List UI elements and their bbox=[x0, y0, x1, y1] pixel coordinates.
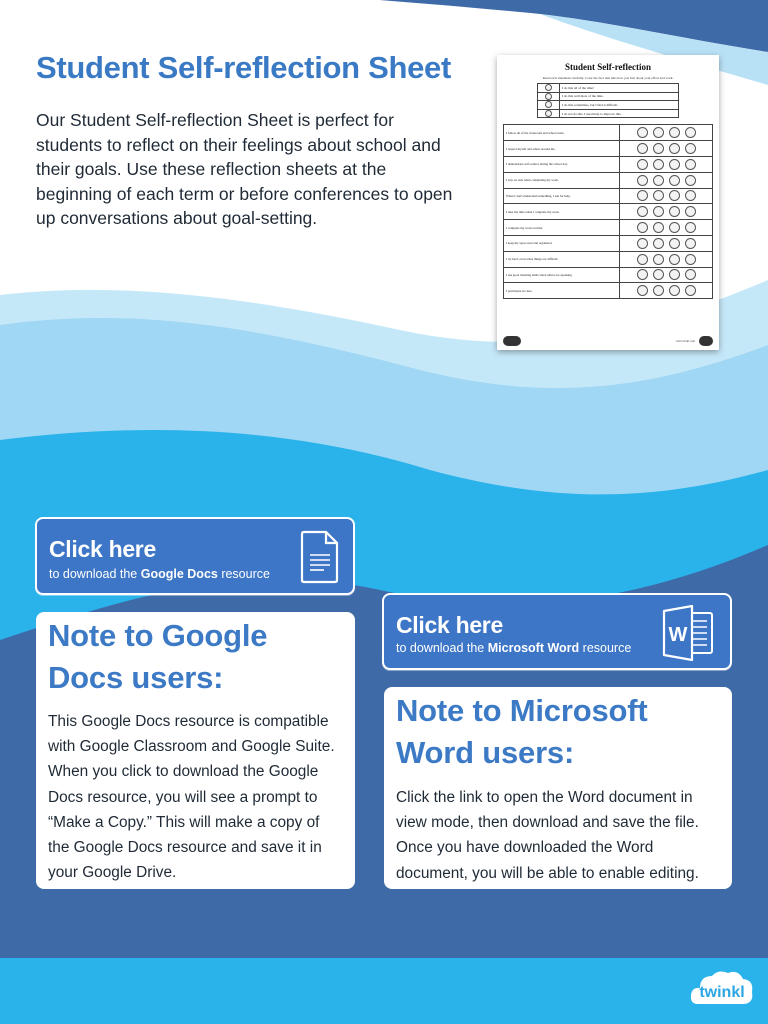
google-note-body: This Google Docs resource is compatible with Google Classroom and Google Suite. When you click to download the Google Docs resource, you will see a prompt to “Make a Copy.” This will make a copy of the Google Docs resource and save it in your Google Drive. bbox=[48, 713, 335, 882]
sad-face-icon bbox=[685, 238, 696, 249]
sad-face-icon bbox=[685, 285, 696, 296]
happy-face-icon bbox=[637, 254, 648, 265]
smile-face-icon bbox=[653, 143, 664, 154]
smile-face-icon bbox=[653, 206, 664, 217]
neutral-face-icon bbox=[669, 238, 680, 249]
smile-face-icon bbox=[653, 159, 664, 170]
sad-face-icon bbox=[685, 222, 696, 233]
neutral-face-icon bbox=[669, 190, 680, 201]
happy-face-icon bbox=[637, 206, 648, 217]
preview-statement-row bbox=[504, 283, 713, 299]
neutral-face-icon bbox=[669, 143, 680, 154]
google-button-headline: Click here bbox=[49, 536, 156, 562]
preview-statement-row bbox=[504, 188, 713, 204]
face-options bbox=[620, 141, 713, 157]
preview-footer bbox=[503, 334, 713, 346]
happy-face-icon bbox=[637, 175, 648, 186]
face-options bbox=[620, 188, 713, 204]
statement-text: I stay on task when completing my work. bbox=[504, 172, 620, 188]
statement-text: I use good listening skills when others are speaking. bbox=[504, 267, 620, 283]
statement-text: I demonstrate self-control during the school day. bbox=[504, 156, 620, 172]
neutral-face-icon bbox=[669, 222, 680, 233]
happy-face-icon bbox=[637, 285, 648, 296]
svg-text:twinkl: twinkl bbox=[699, 984, 745, 1001]
neutral-face-icon bbox=[669, 159, 680, 170]
smile-face-icon bbox=[653, 127, 664, 138]
google-docs-note-card bbox=[36, 612, 355, 889]
svg-text:W: W bbox=[668, 624, 688, 646]
download-google-docs-button[interactable] bbox=[35, 517, 355, 595]
bottom-strip bbox=[0, 958, 768, 1024]
smile-face-icon bbox=[653, 285, 664, 296]
face-options bbox=[620, 267, 713, 283]
face-options bbox=[620, 172, 713, 188]
sad-face-icon bbox=[685, 127, 696, 138]
happy-face-icon bbox=[637, 143, 648, 154]
key-row: I do this well most of the time. bbox=[560, 92, 679, 101]
happy-face-icon bbox=[637, 190, 648, 201]
preview-statement-row bbox=[504, 267, 713, 283]
preview-footer-text: visit twinkl.com bbox=[675, 339, 695, 343]
download-word-button[interactable] bbox=[382, 593, 732, 670]
neutral-face-icon bbox=[669, 175, 680, 186]
preview-statement-row bbox=[504, 220, 713, 236]
smile-face-icon bbox=[653, 190, 664, 201]
page-title: Student Self-reflection Sheet bbox=[36, 50, 452, 85]
smile-face-icon bbox=[653, 254, 664, 265]
key-row: I do not do this. I need help to improve this. bbox=[560, 109, 679, 118]
face-options bbox=[620, 283, 713, 299]
statement-text: I keep my space neat and organized. bbox=[504, 235, 620, 251]
preview-logo-right bbox=[699, 336, 713, 346]
statement-text: I try hard, even when things are difficult. bbox=[504, 251, 620, 267]
face-options bbox=[620, 156, 713, 172]
sad-face-icon bbox=[685, 206, 696, 217]
preview-key-table bbox=[537, 83, 679, 118]
statement-text: I complete my work on time. bbox=[504, 220, 620, 236]
sad-face-icon bbox=[685, 159, 696, 170]
preview-statement-row bbox=[504, 235, 713, 251]
google-button-subtext: to download the Google Docs resource bbox=[49, 567, 270, 581]
preview-statement-row bbox=[504, 156, 713, 172]
statement-text: When I don't understand something, I ask for help. bbox=[504, 188, 620, 204]
happy-face-icon bbox=[637, 159, 648, 170]
word-button-subtext: to download the Microsoft Word resource bbox=[396, 641, 632, 655]
happy-face-icon bbox=[637, 222, 648, 233]
neutral-face-icon bbox=[669, 254, 680, 265]
key-row: I do this sometimes, but I find it difficult. bbox=[560, 101, 679, 110]
sad-face-icon bbox=[545, 110, 552, 117]
statement-text: I take my time when I complete my work. bbox=[504, 204, 620, 220]
preview-title: Student Self-reflection bbox=[564, 62, 652, 72]
preview-statement-row bbox=[504, 172, 713, 188]
preview-statements-table bbox=[503, 124, 713, 299]
word-note-body: Click the link to open the Word document in view mode, then download and save the file. Once you have downloaded the Word document, you will be able to enable editing. bbox=[396, 789, 699, 882]
sad-face-icon bbox=[685, 269, 696, 280]
preview-statement-row bbox=[504, 251, 713, 267]
smile-face-icon bbox=[653, 269, 664, 280]
twinkl-logo[interactable] bbox=[688, 966, 756, 1019]
face-options bbox=[620, 125, 713, 141]
neutral-face-icon bbox=[545, 101, 552, 108]
happy-face-icon bbox=[545, 84, 552, 91]
statement-text: I participate in class. bbox=[504, 283, 620, 299]
preview-instructions: Read each statement carefully. Color the face that tells how you feel about your effort and work. bbox=[542, 76, 674, 80]
word-button-headline: Click here bbox=[396, 612, 503, 638]
face-options bbox=[620, 220, 713, 236]
smile-face-icon bbox=[653, 238, 664, 249]
face-options bbox=[620, 204, 713, 220]
worksheet-preview[interactable] bbox=[497, 55, 719, 350]
smile-face-icon bbox=[653, 222, 664, 233]
sad-face-icon bbox=[685, 143, 696, 154]
preview-statement-row bbox=[504, 125, 713, 141]
google-docs-icon bbox=[300, 530, 340, 589]
neutral-face-icon bbox=[669, 269, 680, 280]
happy-face-icon bbox=[637, 269, 648, 280]
sad-face-icon bbox=[685, 190, 696, 201]
face-options bbox=[620, 251, 713, 267]
intro-paragraph: Our Student Self-reflection Sheet is perfect for students to reflect on their feelings about school and their goals. Use these reflection sheets at the beginning of each term or before conferences to open up conversations about goal-setting. bbox=[36, 110, 453, 228]
statement-text: I follow all of the classroom and school rules. bbox=[504, 125, 620, 141]
smile-face-icon bbox=[653, 175, 664, 186]
preview-logo-left bbox=[503, 336, 521, 346]
smile-face-icon bbox=[545, 93, 552, 100]
word-icon bbox=[662, 605, 716, 666]
happy-face-icon bbox=[637, 238, 648, 249]
google-note-heading: Note to Google Docs users: bbox=[48, 618, 268, 695]
word-note-card bbox=[384, 687, 732, 889]
face-options bbox=[620, 235, 713, 251]
key-row: I do this all of the time! bbox=[560, 84, 679, 93]
sad-face-icon bbox=[685, 175, 696, 186]
neutral-face-icon bbox=[669, 206, 680, 217]
neutral-face-icon bbox=[669, 285, 680, 296]
sad-face-icon bbox=[685, 254, 696, 265]
word-note-heading: Note to Microsoft Word users: bbox=[396, 693, 648, 770]
neutral-face-icon bbox=[669, 127, 680, 138]
happy-face-icon bbox=[637, 127, 648, 138]
preview-statement-row bbox=[504, 141, 713, 157]
preview-statement-row bbox=[504, 204, 713, 220]
statement-text: I respect myself and others around me. bbox=[504, 141, 620, 157]
